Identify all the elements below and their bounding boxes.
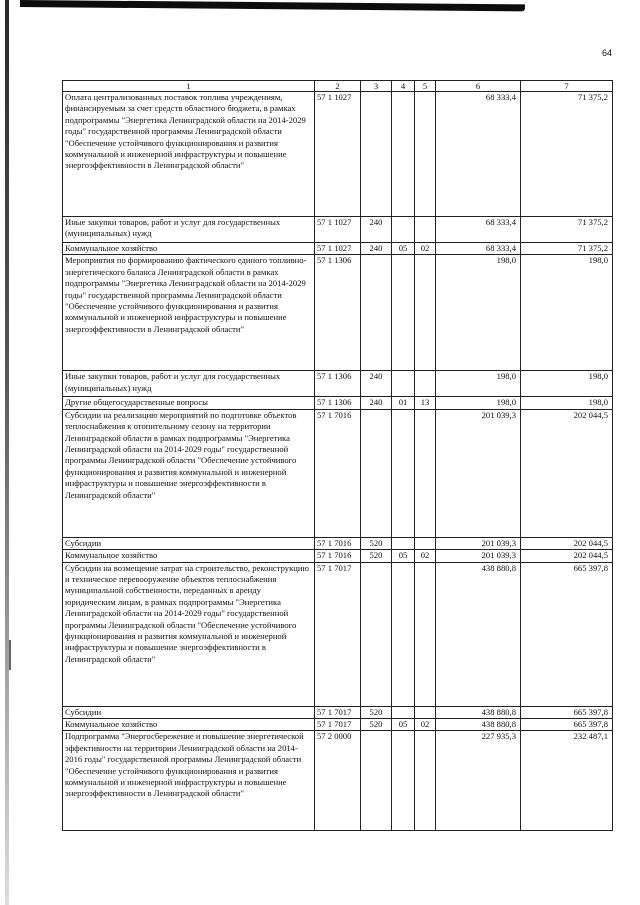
row-amount-2: 202 044,5	[521, 550, 613, 562]
row-expense-type	[361, 92, 392, 217]
row-amount-1: 438 880,8	[436, 706, 521, 718]
row-amount-2: 202 044,5	[521, 409, 613, 537]
row-code: 57 1 7017	[315, 719, 361, 731]
row-name: Иные закупки товаров, работ и услуг для государственных (муниципальных) нужд	[63, 217, 315, 243]
row-section	[392, 371, 415, 397]
row-section: 01	[392, 397, 415, 409]
table-row	[63, 719, 613, 731]
table-row	[63, 706, 613, 718]
row-code: 57 1 1027	[315, 243, 361, 255]
row-section: 05	[392, 719, 415, 731]
row-subsection	[415, 371, 436, 397]
row-amount-2: 198,0	[521, 397, 613, 409]
scan-edge-top	[20, 0, 525, 11]
row-expense-type: 520	[361, 537, 392, 549]
table-header-row	[63, 81, 613, 92]
row-amount-1: 198,0	[436, 371, 521, 397]
column-header: 7	[521, 81, 613, 92]
row-amount-1: 201 039,3	[436, 537, 521, 549]
column-header: 1	[63, 81, 315, 92]
row-section	[392, 537, 415, 549]
row-amount-2: 71 375,2	[521, 92, 613, 217]
row-amount-2: 665 397,8	[521, 719, 613, 731]
row-amount-2: 202 044,5	[521, 537, 613, 549]
row-code: 57 1 7017	[315, 706, 361, 718]
row-section	[392, 409, 415, 537]
row-amount-1: 438 880,8	[436, 562, 521, 706]
table-row	[63, 92, 613, 217]
row-expense-type	[361, 255, 392, 371]
row-name: Коммунальное хозяйство	[63, 550, 315, 562]
table-row	[63, 243, 613, 255]
row-subsection: 13	[415, 397, 436, 409]
budget-table	[62, 80, 613, 831]
row-amount-2: 198,0	[521, 371, 613, 397]
column-header: 6	[436, 81, 521, 92]
row-subsection	[415, 731, 436, 831]
row-subsection: 02	[415, 243, 436, 255]
row-section: 05	[392, 550, 415, 562]
row-expense-type: 520	[361, 550, 392, 562]
row-subsection	[415, 217, 436, 243]
row-subsection	[415, 537, 436, 549]
row-code: 57 1 7016	[315, 409, 361, 537]
table-row	[63, 371, 613, 397]
row-code: 57 1 1027	[315, 92, 361, 217]
column-header: 3	[361, 81, 392, 92]
row-name: Мероприятия по формированию фактического единого топливно-энергетического баланса Ленинградской области в рамках подпрограммы "Энергетика Ленинградской области на 2014-2029 годы" государственной программы Ленинградской области "Обеспечение устойчивого функционирования и развития коммунальной и инженерной инфраструктуры и повышение энергоэффективности в Ленинградской области"	[63, 255, 315, 371]
row-subsection	[415, 562, 436, 706]
row-expense-type: 240	[361, 371, 392, 397]
row-subsection: 02	[415, 719, 436, 731]
row-section	[392, 255, 415, 371]
table-row	[63, 255, 613, 371]
row-name: Субсидии на реализацию мероприятий по подготовке объектов теплоснабжения к отопительному сезону на территории Ленинградской области в рамках подпрограммы "Энергетика Ленинградской области на 2014-2029 годы" государственной программы Ленинградской области "Обеспечение устойчивого функционирования и развития коммунальной и инженерной инфраструктуры и повышение энергоэффективности в Ленинградской области"	[63, 409, 315, 537]
row-amount-2: 198,0	[521, 255, 613, 371]
row-amount-2: 71 375,2	[521, 243, 613, 255]
scan-edge-left	[5, 0, 9, 905]
row-amount-1: 198,0	[436, 397, 521, 409]
row-amount-2: 665 397,8	[521, 706, 613, 718]
row-name: Оплата централизованных поставок топлива учреждениям, финансируемым за счет средств областного бюджета, в рамках подпрограммы "Энергетика Ленинградской области на 2014-2029 годы" государственной программы Ленинградской области "Обеспечение устойчивого функционирования и развития коммунальной и инженерной инфраструктуры и повышение энергоэффективности в Ленинградской области"	[63, 92, 315, 217]
row-name: Коммунальное хозяйство	[63, 719, 315, 731]
row-subsection	[415, 255, 436, 371]
row-section	[392, 731, 415, 831]
row-amount-1: 201 039,3	[436, 550, 521, 562]
page-number: 64	[602, 48, 613, 58]
row-expense-type: 520	[361, 719, 392, 731]
row-amount-2: 71 375,2	[521, 217, 613, 243]
row-code: 57 1 7016	[315, 537, 361, 549]
row-name: Субсидии	[63, 537, 315, 549]
row-subsection	[415, 706, 436, 718]
row-expense-type	[361, 409, 392, 537]
row-code: 57 1 7017	[315, 562, 361, 706]
row-section	[392, 217, 415, 243]
row-name: Другие общегосударственные вопросы	[63, 397, 315, 409]
row-code: 57 1 7016	[315, 550, 361, 562]
row-expense-type: 240	[361, 397, 392, 409]
table-row	[63, 550, 613, 562]
row-code: 57 1 1306	[315, 397, 361, 409]
row-subsection: 02	[415, 550, 436, 562]
scan-edge-mark	[9, 640, 11, 670]
row-name: Коммунальное хозяйство	[63, 243, 315, 255]
row-expense-type: 520	[361, 706, 392, 718]
row-code: 57 1 1306	[315, 255, 361, 371]
row-name: Иные закупки товаров, работ и услуг для государственных (муниципальных) нужд	[63, 371, 315, 397]
row-code: 57 2 0000	[315, 731, 361, 831]
table-row	[63, 397, 613, 409]
row-expense-type	[361, 731, 392, 831]
row-section: 05	[392, 243, 415, 255]
table-row	[63, 217, 613, 243]
row-amount-1: 227 935,3	[436, 731, 521, 831]
row-section	[392, 706, 415, 718]
row-amount-1: 201 039,3	[436, 409, 521, 537]
row-expense-type: 240	[361, 217, 392, 243]
row-amount-1: 68 333,4	[436, 217, 521, 243]
row-name: Субсидии на возмещение затрат на строительство, реконструкцию и техническое перевооружение объектов теплоснабжения муниципальной собственности, переданных в аренду юридическим лицам, в рамках подпрограммы "Энергетика Ленинградской области на 2014-2029 годы" государственной программы Ленинградской области "Обеспечение устойчивого функционирования и развития коммунальной и инженерной инфраструктуры и повышение энергоэффективности в Ленинградской области"	[63, 562, 315, 706]
row-expense-type	[361, 562, 392, 706]
row-amount-1: 438 880,8	[436, 719, 521, 731]
row-subsection	[415, 92, 436, 217]
row-name: Субсидии	[63, 706, 315, 718]
column-header: 4	[392, 81, 415, 92]
row-name: Подпрограмма "Энергосбережение и повышение энергетической эффективности на территории Ленинградской области на 2014-2016 годы" государственной программы Ленинградской области "Обеспечение устойчивого функционирования и развития коммунальной и инженерной инфраструктуры и повышение энергоэффективности в Ленинградской области"	[63, 731, 315, 831]
table-row	[63, 537, 613, 549]
row-amount-2: 232 487,1	[521, 731, 613, 831]
row-amount-1: 198,0	[436, 255, 521, 371]
table-row	[63, 731, 613, 831]
row-amount-1: 68 333,4	[436, 243, 521, 255]
row-section	[392, 562, 415, 706]
column-header: 2	[315, 81, 361, 92]
column-header: 5	[415, 81, 436, 92]
row-amount-1: 68 333,4	[436, 92, 521, 217]
row-expense-type: 240	[361, 243, 392, 255]
table-row	[63, 562, 613, 706]
table-row	[63, 409, 613, 537]
row-code: 57 1 1306	[315, 371, 361, 397]
row-subsection	[415, 409, 436, 537]
row-code: 57 1 1027	[315, 217, 361, 243]
row-amount-2: 665 397,8	[521, 562, 613, 706]
row-section	[392, 92, 415, 217]
